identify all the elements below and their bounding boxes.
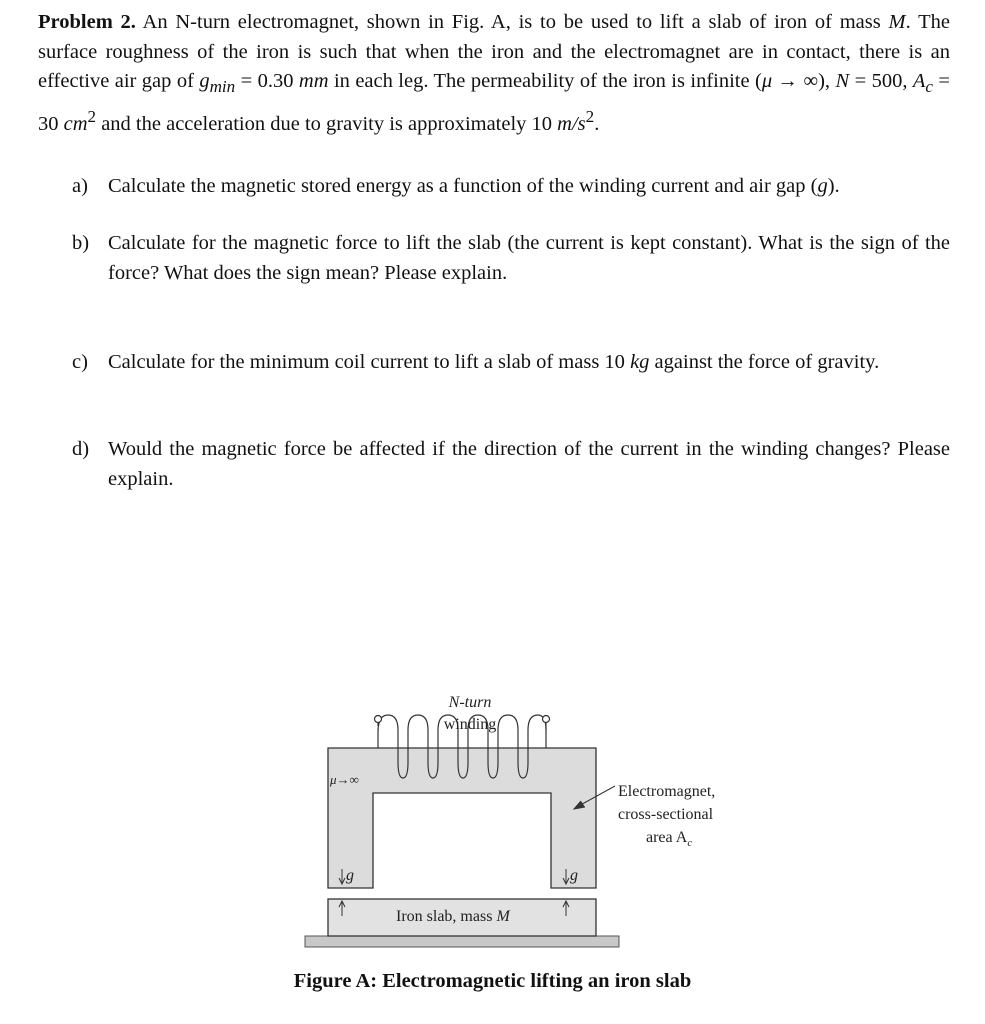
gmin-symbol: g bbox=[199, 70, 210, 92]
question-text: Calculate for the magnetic force to lift the slab (the current is kept constant). What is the sign of the force? What does the sign mean? Please explain. bbox=[108, 232, 950, 284]
problem-text: = 30 bbox=[38, 70, 950, 135]
area-subscript: c bbox=[925, 77, 933, 97]
question-c-text: Calculate for the minimum coil current to lift a slab of mass 10 bbox=[108, 351, 631, 373]
gap-label-right: g bbox=[570, 867, 578, 884]
electromagnet-label-line1: Electromagnet, bbox=[618, 783, 716, 800]
problem-text: = 0.30 bbox=[235, 70, 299, 92]
electromagnet-area-subscript: c bbox=[687, 837, 693, 850]
ground-base bbox=[305, 936, 619, 947]
ms-unit: m/s bbox=[557, 112, 586, 135]
turns-symbol: N bbox=[835, 70, 850, 92]
problem-text: and the acceleration due to gravity is approximately bbox=[96, 112, 532, 135]
question-c bbox=[72, 348, 950, 378]
kg-unit: kg bbox=[630, 351, 650, 373]
problem-text: → ∞), bbox=[772, 70, 836, 92]
electromagnet-label-line2: cross-sectional bbox=[618, 806, 714, 823]
area-symbol: A bbox=[912, 70, 926, 92]
problem-label: Problem 2. bbox=[38, 11, 136, 33]
slab-label-text: Iron slab, mass bbox=[396, 908, 497, 925]
question-d bbox=[72, 435, 950, 494]
mu-symbol: μ bbox=[761, 70, 773, 92]
problem-statement bbox=[38, 8, 950, 139]
problem-text: 10 bbox=[531, 112, 558, 135]
problem-text: . The surface roughness of the iron is such that when the iron and the electromagnet are in contact, there is an effective air gap of bbox=[38, 11, 950, 92]
question-label: c) bbox=[72, 351, 88, 373]
cm-unit: cm bbox=[63, 112, 88, 135]
slab-label bbox=[396, 906, 510, 928]
terminal-left bbox=[375, 716, 382, 723]
question-a bbox=[72, 172, 950, 202]
ms-superscript: 2 bbox=[585, 106, 595, 126]
mass-symbol: M bbox=[888, 11, 906, 33]
electromagnet-label-line3 bbox=[646, 827, 692, 854]
mm-unit: mm bbox=[298, 70, 329, 92]
electromagnet-area-text: area A bbox=[646, 829, 688, 846]
question-text: Would the magnetic force be affected if the direction of the current in the winding changes? Please explain. bbox=[108, 438, 950, 490]
question-a-tail: ). bbox=[827, 175, 840, 197]
problem-text: = 500, bbox=[849, 70, 913, 92]
question-text bbox=[108, 348, 950, 378]
problem-text: An N-turn electromagnet, shown in Fig. A, is to be used to lift a slab of iron of mass bbox=[135, 11, 889, 33]
gmin-subscript: min bbox=[209, 77, 236, 97]
question-label: b) bbox=[72, 232, 90, 254]
slab-mass-symbol: M bbox=[496, 908, 510, 925]
problem-text: . bbox=[594, 112, 600, 135]
permeability-label: μ→∞ bbox=[330, 772, 359, 787]
gap-label-left: g bbox=[346, 867, 354, 884]
question-c-tail: against the force of gravity. bbox=[649, 351, 880, 373]
cm-superscript: 2 bbox=[87, 106, 97, 126]
winding-label-line1: N-turn bbox=[448, 694, 492, 711]
electromagnet-figure bbox=[300, 690, 740, 960]
winding-label-line2: winding bbox=[443, 716, 497, 733]
figure-caption: Figure A: Electromagnetic lifting an iron slab bbox=[293, 970, 692, 992]
electromagnet-core bbox=[328, 748, 596, 888]
question-label: a) bbox=[72, 175, 88, 197]
question-a-text: Calculate the magnetic stored energy as a function of the winding current and air gap ( bbox=[108, 175, 818, 197]
question-text bbox=[108, 172, 950, 202]
terminal-right bbox=[543, 716, 550, 723]
problem-text: in each leg. The permeability of the iron is infinite ( bbox=[328, 70, 762, 92]
gap-symbol: g bbox=[817, 175, 828, 197]
question-b bbox=[72, 229, 950, 288]
question-label: d) bbox=[72, 438, 90, 460]
